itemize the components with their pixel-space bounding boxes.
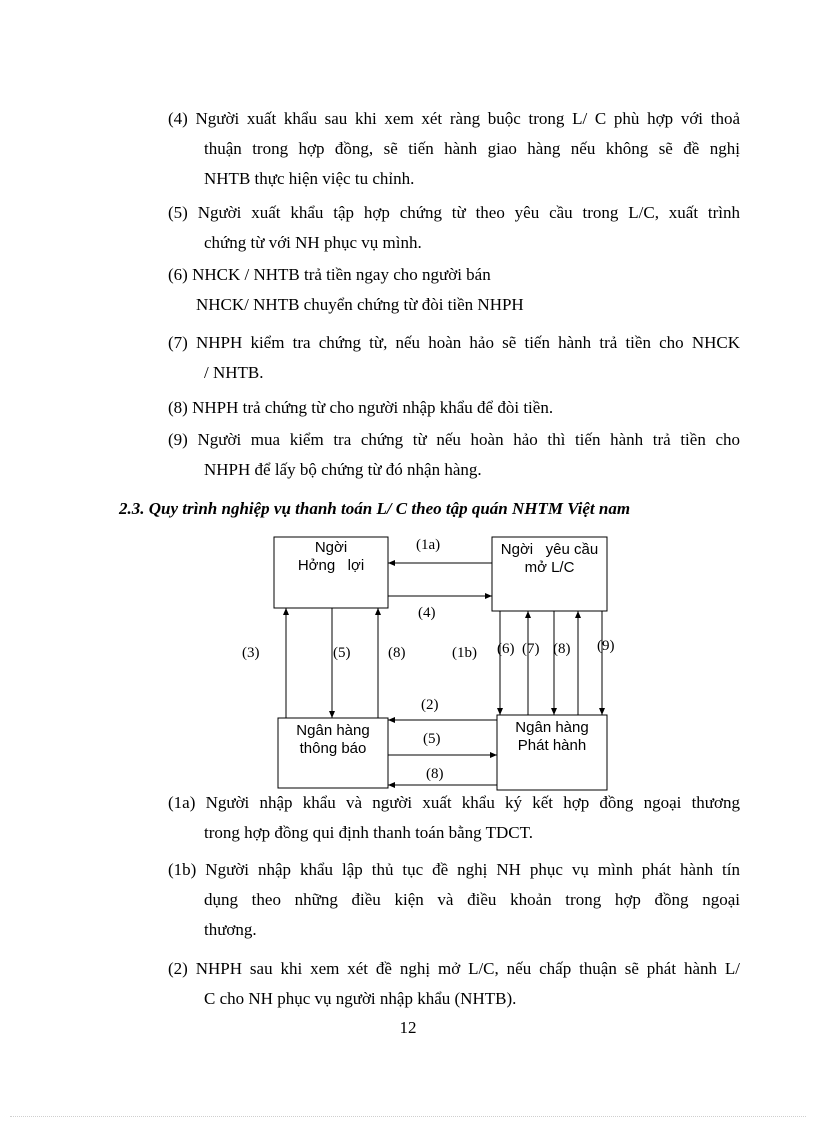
list-item-1a: (1a) Người nhập khẩu và người xuất khẩu ký kết hợp đồng ngoại thương trong hợp đồng qui định thanh toán bằng TDCT. xyxy=(168,793,740,842)
box-advising-bank-label: Ngân hàng thông báo xyxy=(296,722,370,757)
list-item-5: (5) Người xuất khẩu tập hợp chứng từ theo yêu cầu trong L/C, xuất trình chứng từ với NH phục vụ mình. xyxy=(168,203,741,252)
list-item-1b: (1b) Người nhập khẩu lập thủ tục đề nghị NH phục vụ mình phát hành tín dụng theo những điều kiện và điều khoản trong hợp đồng ngoại thương. xyxy=(168,860,740,939)
list-item-6: (6) NHCK / NHTB trả tiền ngay cho người bán NHCK/ NHTB chuyển chứng từ đòi tiền NHPH xyxy=(168,265,524,314)
label-2: (2) xyxy=(421,697,439,713)
label-7: (7) xyxy=(522,641,540,657)
page-bottom-divider xyxy=(10,1116,806,1117)
list-item-2: (2) NHPH sau khi xem xét đề nghị mở L/C, nếu chấp thuận sẽ phát hành L/ C cho NH phục vụ người nhập khẩu (NHTB). xyxy=(168,959,741,1008)
label-5-vertical: (5) xyxy=(333,645,351,661)
page-number: 12 xyxy=(399,1018,417,1037)
lc-flow-diagram xyxy=(230,530,630,795)
list-item-9: (9) Người mua kiểm tra chứng từ nếu hoàn hảo thì tiến hành trả tiền cho NHPH để lấy bộ chứng từ đó nhận hàng. xyxy=(168,430,740,479)
label-5-horizontal: (5) xyxy=(423,731,441,747)
list-item-7: (7) NHPH kiểm tra chứng từ, nếu hoàn hảo sẽ tiến hành trả tiền cho NHCK / NHTB. xyxy=(168,333,741,382)
list-item-4: (4) Người xuất khẩu sau khi xem xét ràng buộc trong L/ C phù hợp với thoả thuận trong hợp đồng, sẽ tiến hành giao hàng nếu không sẽ đề nghị NHTB thực hiện việc tu chỉnh. xyxy=(168,109,740,188)
list-item-8: (8) NHPH trả chứng từ cho người nhập khẩu để đòi tiền. xyxy=(168,398,554,417)
label-8-vertical: (8) xyxy=(388,645,406,661)
label-8-horizontal: (8) xyxy=(426,766,444,782)
box-beneficiary-label: Ngời Hởng lợi xyxy=(297,539,365,574)
box-applicant-label: Ngời yêu cầu mở L/C xyxy=(500,541,599,576)
label-1a: (1a) xyxy=(416,537,441,553)
section-heading: 2.3. Quy trình nghiệp vụ thanh toán L/ C theo tập quán NHTM Việt nam xyxy=(119,499,631,518)
label-3: (3) xyxy=(242,645,260,661)
label-8-right: (8) xyxy=(553,641,571,657)
label-6: (6) xyxy=(497,641,515,657)
label-1b: (1b) xyxy=(452,645,477,661)
box-issuing-bank-label: Ngân hàng Phát hành xyxy=(515,719,589,754)
label-9: (9) xyxy=(597,638,615,654)
label-4: (4) xyxy=(418,605,436,621)
